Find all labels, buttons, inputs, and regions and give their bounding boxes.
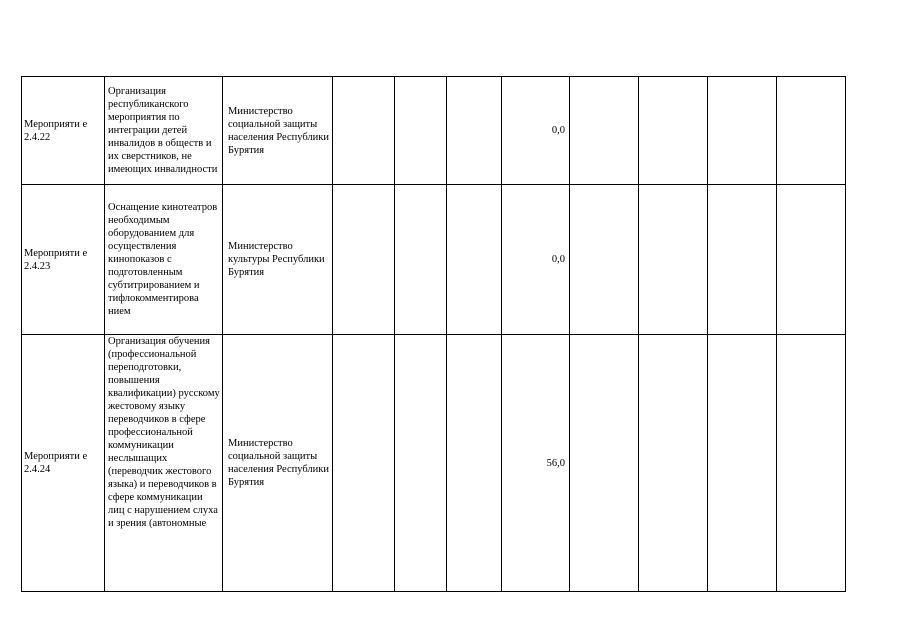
empty-cell [639, 77, 708, 185]
amount-cell: 0,0 [502, 77, 570, 185]
event-description-cell: Организация обучения (профессиональной переподготовки, повышения квалификации) русскому жестовому языку переводчиков в сфере профессиональной коммуникации неслышащих (переводчик жестового языка) и переводчиков в сфере коммуникации лиц с нарушением слуха и зрения (автономные [105, 335, 223, 592]
table-row [22, 77, 846, 185]
table-row [22, 185, 846, 335]
empty-cell [395, 335, 447, 592]
empty-cell [777, 77, 846, 185]
amount-cell: 56,0 [502, 335, 570, 592]
empty-cell [639, 335, 708, 592]
empty-cell [447, 77, 502, 185]
event-code-cell: Мероприяти е 2.4.22 [22, 77, 105, 185]
executor-cell: Министерство культуры Республики Бурятия [223, 185, 333, 335]
empty-cell [333, 185, 395, 335]
empty-cell [447, 185, 502, 335]
empty-cell [333, 77, 395, 185]
empty-cell [333, 335, 395, 592]
empty-cell [570, 335, 639, 592]
empty-cell [708, 185, 777, 335]
empty-cell [395, 185, 447, 335]
event-code-cell: Мероприяти е 2.4.24 [22, 335, 105, 592]
empty-cell [708, 335, 777, 592]
empty-cell [570, 185, 639, 335]
empty-cell [708, 77, 777, 185]
empty-cell [777, 335, 846, 592]
empty-cell [639, 185, 708, 335]
executor-cell: Министерство социальной защиты населения Республики Бурятия [223, 77, 333, 185]
budget-table [21, 76, 846, 592]
empty-cell [395, 77, 447, 185]
empty-cell [570, 77, 639, 185]
table-row [22, 335, 846, 592]
amount-cell: 0,0 [502, 185, 570, 335]
empty-cell [447, 335, 502, 592]
event-code-cell: Мероприяти е 2.4.23 [22, 185, 105, 335]
event-description-cell: Организация республиканского мероприятия по интеграции детей инвалидов в обществ и их сверстников, не имеющих инвалидности [105, 77, 223, 185]
event-description-cell: Оснащение кинотеатров необходимым оборудованием для осуществления кинопоказов с подготовленным субтитрированием и тифлокомментирова нием [105, 185, 223, 335]
executor-cell: Министерство социальной защиты населения Республики Бурятия [223, 335, 333, 592]
empty-cell [777, 185, 846, 335]
